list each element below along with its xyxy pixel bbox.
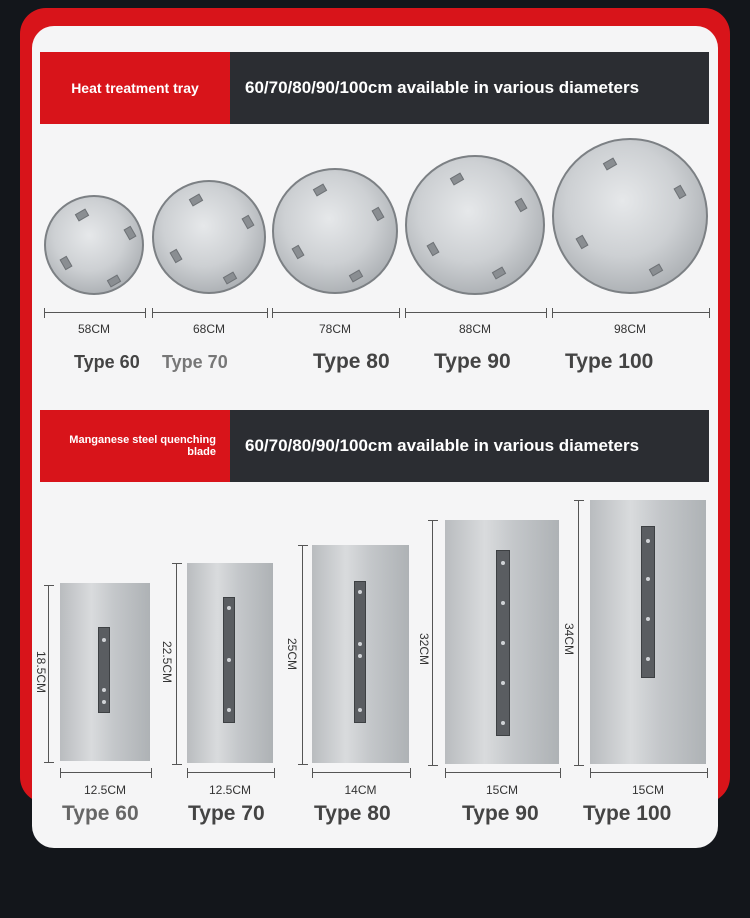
blade-type-label: Type 70 (188, 802, 265, 825)
tray-type-label: Type 70 (162, 352, 228, 372)
dim-line (272, 308, 400, 318)
blade-width-label: 12.5CM (208, 783, 252, 797)
dim-line (405, 308, 547, 318)
tray-type-label: Type 90 (434, 350, 511, 373)
blade-height-label: 18.5CM (34, 650, 48, 694)
tray-size-label: 68CM (192, 322, 225, 336)
dim-line (44, 308, 146, 318)
tray-disc-60 (44, 195, 144, 295)
blade-tag: Manganese steel quenching blade (40, 410, 230, 482)
tray-type-label: Type 60 (74, 352, 140, 372)
tray-size-label: 78CM (318, 322, 351, 336)
tray-type-label: Type 100 (565, 350, 654, 373)
blade-type-label: Type 100 (583, 802, 672, 825)
blade-type-label: Type 90 (462, 802, 539, 825)
blade-width-label: 12.5CM (83, 783, 127, 797)
blade-width-label: 15CM (485, 783, 518, 797)
blade-plate-70 (187, 563, 273, 763)
blade-headline: 60/70/80/90/100cm available in various diameters (245, 436, 640, 455)
blade-plate-100 (590, 500, 706, 764)
blade-width-label: 14CM (344, 783, 377, 797)
tray-header-band (40, 52, 709, 124)
blade-plate-60 (60, 583, 150, 761)
blade-height-label: 32CM (417, 632, 431, 665)
tray-disc-100 (552, 138, 708, 294)
tray-disc-80 (272, 168, 398, 294)
blade-height-label: 34CM (562, 622, 576, 655)
blade-header-band (40, 410, 709, 482)
blade-plate-90 (445, 520, 559, 764)
blade-width-label: 15CM (631, 783, 664, 797)
tray-size-label: 58CM (77, 322, 110, 336)
dim-line (187, 768, 275, 778)
blade-height-dim (298, 545, 308, 765)
dim-line (552, 308, 710, 318)
dim-line (312, 768, 411, 778)
blade-type-label: Type 80 (314, 802, 391, 825)
tray-disc-90 (405, 155, 545, 295)
dim-line (60, 768, 152, 778)
blade-height-label: 22.5CM (160, 640, 174, 684)
tray-size-label: 88CM (458, 322, 491, 336)
tray-type-label: Type 80 (313, 350, 390, 373)
blade-plate-80 (312, 545, 409, 763)
dim-line (152, 308, 268, 318)
dim-line (590, 768, 708, 778)
tray-headline: 60/70/80/90/100cm available in various diameters (245, 78, 640, 97)
tray-size-label: 98CM (613, 322, 646, 336)
blade-height-label: 25CM (285, 637, 299, 670)
blade-type-label: Type 60 (62, 802, 139, 825)
tray-tag: Heat treatment tray (40, 52, 230, 124)
dim-line (445, 768, 561, 778)
tray-disc-70 (152, 180, 266, 294)
